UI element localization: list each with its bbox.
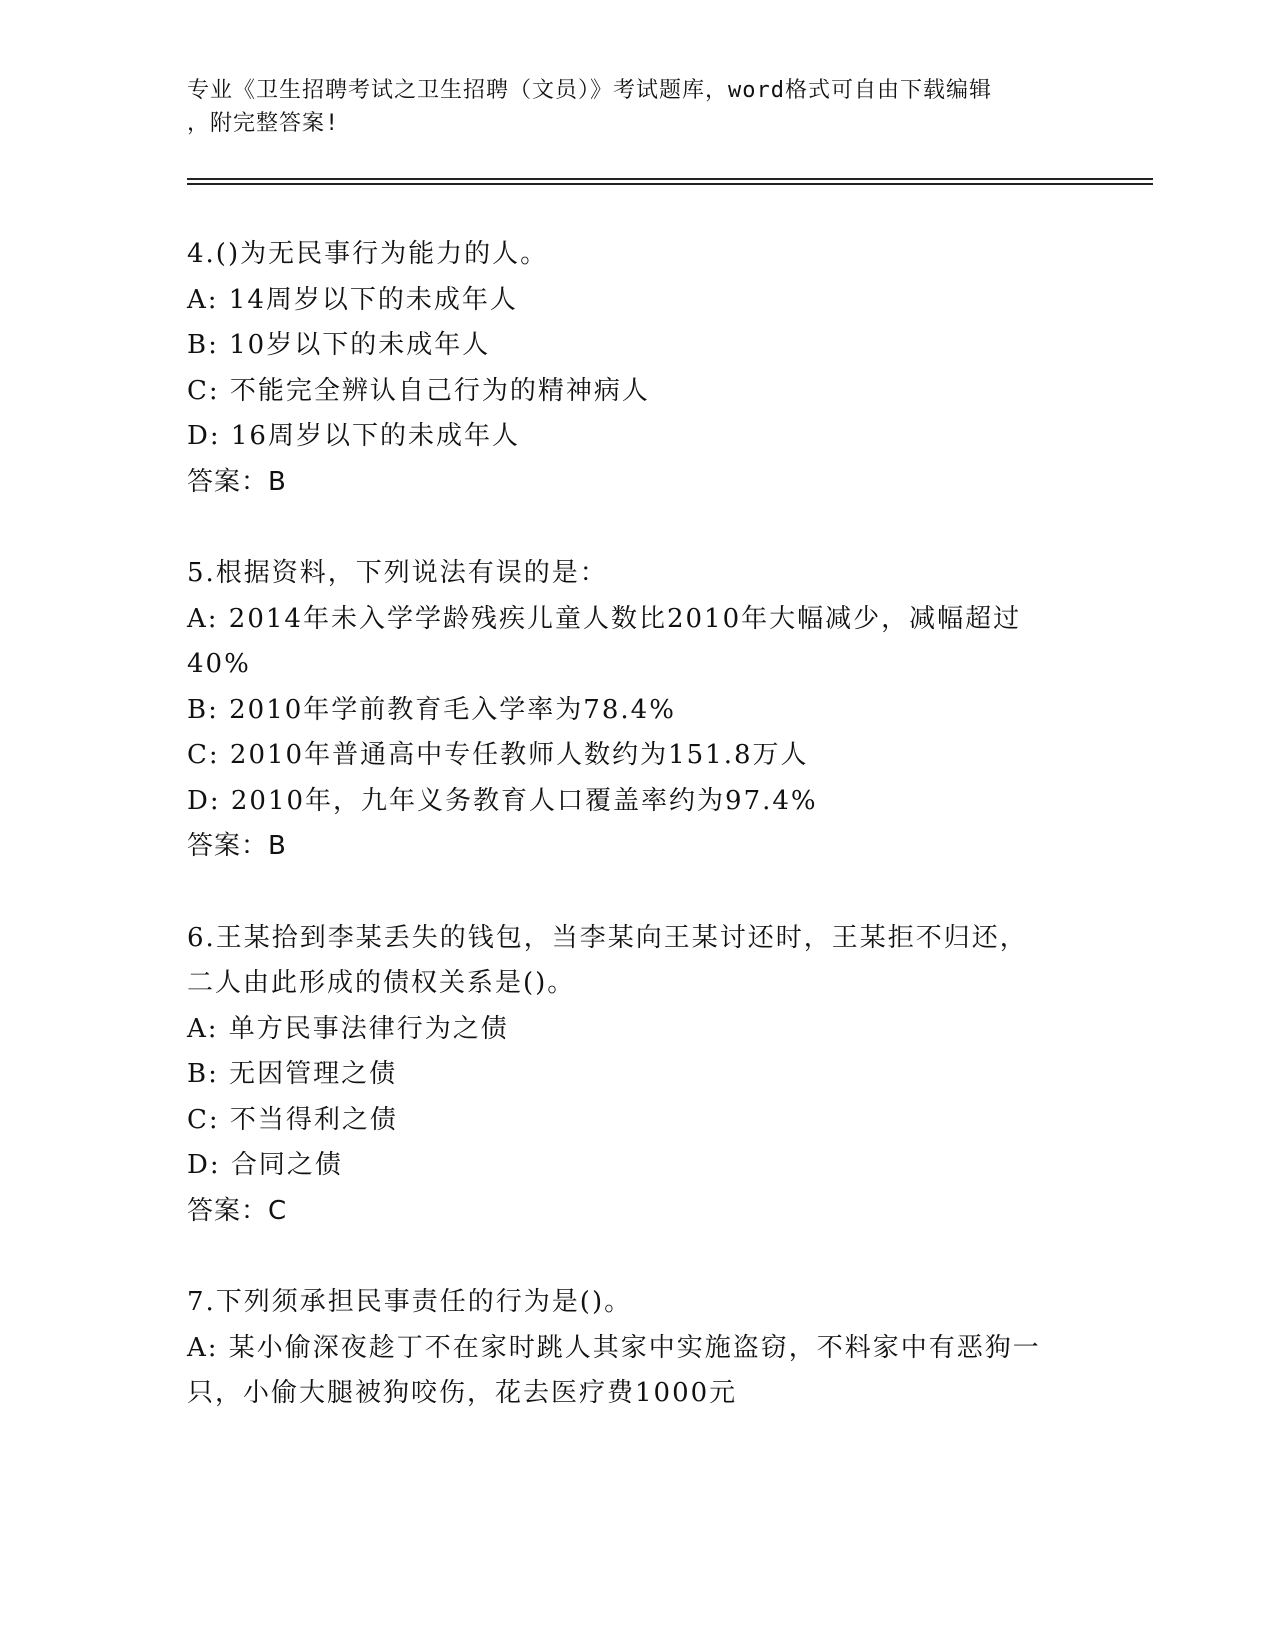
- question-stem: 7.下列须承担民事责任的行为是()。: [187, 1287, 633, 1317]
- question-list: [187, 232, 1087, 1463]
- question-5: [187, 551, 1087, 870]
- question-stem-continued: 二人由此形成的债权关系是()。: [187, 968, 576, 998]
- option-b: B: 无因管理之债: [187, 1059, 398, 1089]
- option-a: A: 14周岁以下的未成年人: [187, 284, 518, 315]
- header-line-1: 专业《卫生招聘考试之卫生招聘（文员）》考试题库，word格式可自由下载编辑: [187, 78, 992, 103]
- option-c: C: 2010年普通高中专任教师人数约为151.8万人: [187, 740, 809, 770]
- answer-label: 答案：C: [187, 1195, 288, 1226]
- question-7: [187, 1280, 1087, 1417]
- option-b: B: 10岁以下的未成年人: [187, 330, 491, 360]
- answer-label: 答案：B: [187, 831, 287, 861]
- option-c: C: 不当得利之债: [187, 1104, 398, 1135]
- option-a-continued: 只，小偷大腿被狗咬伤，花去医疗费1000元: [187, 1378, 738, 1408]
- option-d: D: 16周岁以下的未成年人: [187, 421, 520, 451]
- question-stem: 6.王某拾到李某丢失的钱包，当李某向王某讨还时，王某拒不归还，: [187, 922, 1028, 953]
- option-b: B: 2010年学前教育毛入学率为78.4%: [187, 694, 676, 725]
- question-6: [187, 916, 1087, 1235]
- question-stem: 4.()为无民事行为能力的人。: [187, 239, 549, 269]
- question-stem: 5.根据资料，下列说法有误的是：: [187, 558, 608, 588]
- header-divider-bottom: [187, 183, 1153, 185]
- answer-label: 答案：B: [187, 466, 287, 497]
- document-header: [187, 74, 1087, 140]
- option-a: A: 单方民事法律行为之债: [187, 1013, 509, 1044]
- header-divider-top: [187, 178, 1153, 180]
- question-4: [187, 232, 1087, 505]
- header-line-2: ，附完整答案!: [187, 111, 340, 136]
- option-c: C: 不能完全辨认自己行为的精神病人: [187, 375, 650, 406]
- option-a: A: 某小偷深夜趁丁不在家时跳人其家中实施盗窃，不料家中有恶狗一: [187, 1332, 1041, 1363]
- option-a: A: 2014年未入学学龄残疾儿童人数比2010年大幅减少，减幅超过: [187, 603, 1022, 634]
- option-d: D: 合同之债: [187, 1150, 343, 1180]
- option-d: D: 2010年，九年义务教育人口覆盖率约为97.4%: [187, 785, 818, 816]
- option-a-continued: 40%: [187, 649, 251, 679]
